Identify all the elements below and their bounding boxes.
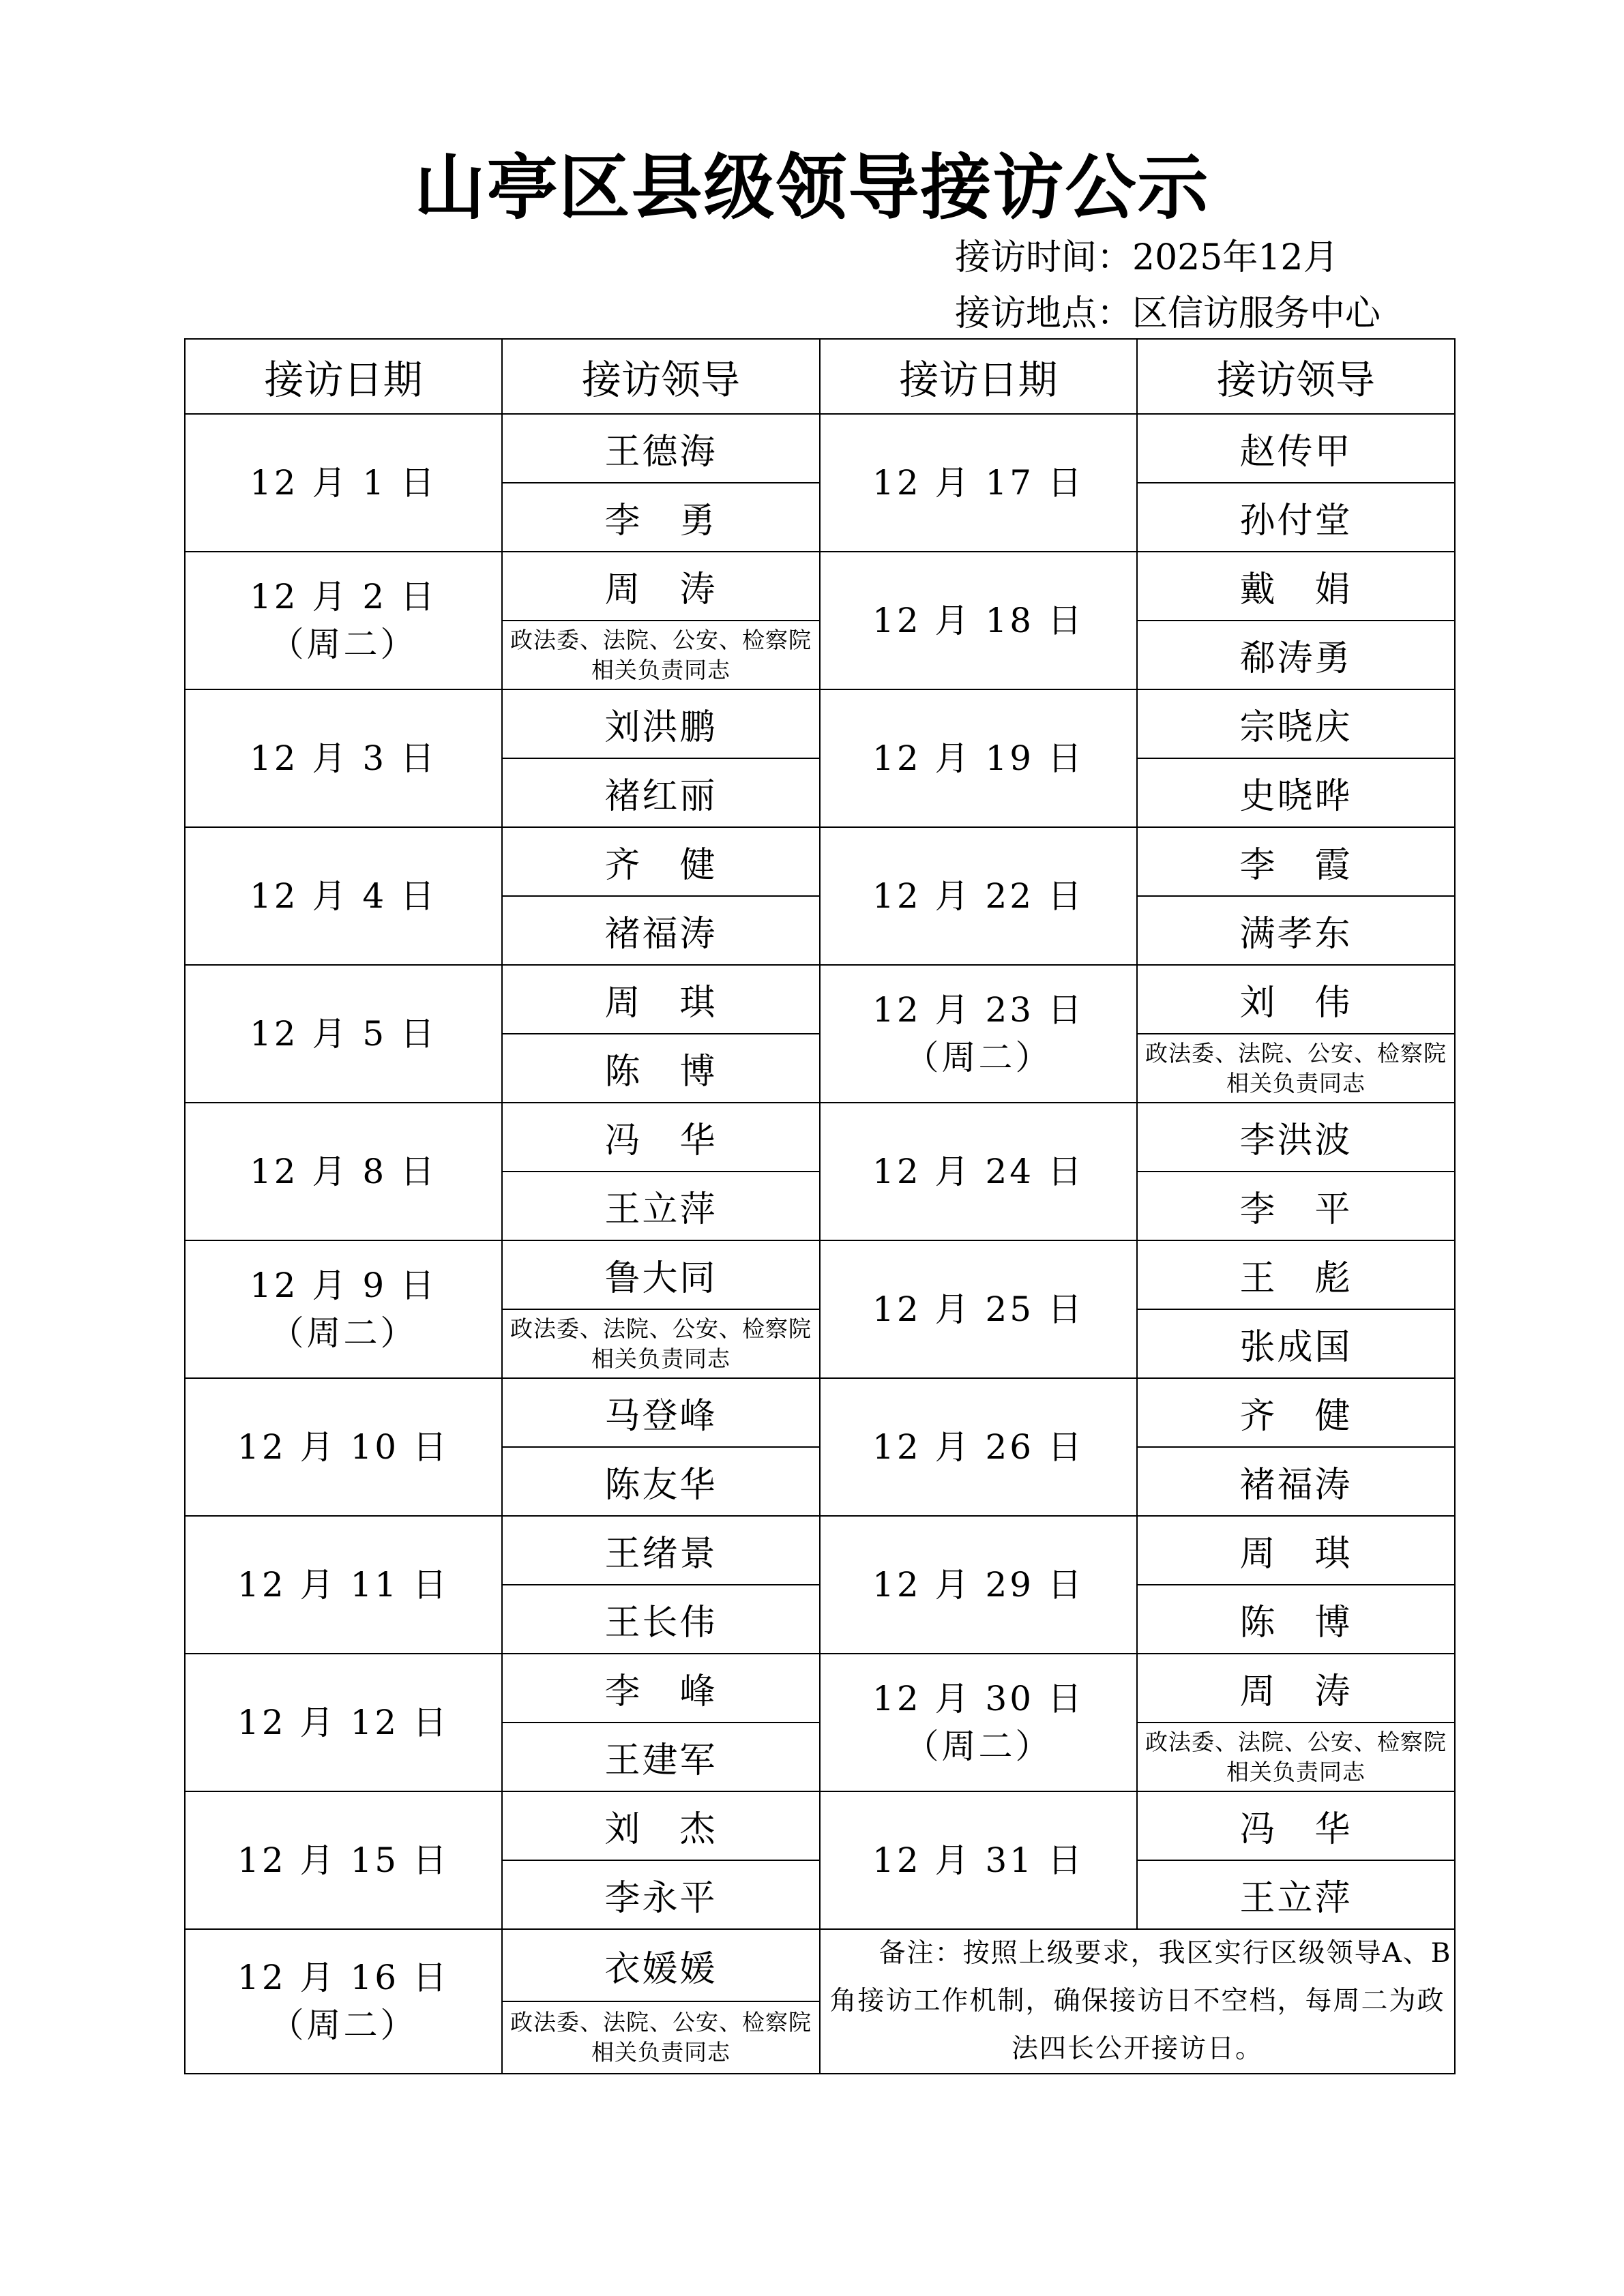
reception-place-value: 区信访服务中心 [1132, 293, 1381, 334]
weekday-text: （周二） [269, 1313, 417, 1353]
date-text: 12 月 18 日 [872, 601, 1084, 640]
date-text: 12 月 3 日 [249, 739, 438, 778]
date-cell-right [820, 552, 1137, 689]
reception-time-label: 接访时间： [955, 237, 1133, 278]
date-text: 12 月 15 日 [237, 1840, 449, 1880]
leader-name-right: 孙付堂 [1137, 483, 1455, 552]
date-cell-right [820, 1791, 1137, 1929]
date-text: 12 月 16 日 [237, 1958, 449, 1997]
table-row [185, 1791, 1455, 1860]
date-text: 12 月 12 日 [237, 1703, 449, 1742]
leader-name-left: 褚福涛 [502, 896, 820, 965]
date-cell-left [185, 1791, 502, 1929]
leader-note-left: 政法委、法院、公安、检察院相关负责同志 [502, 1309, 820, 1378]
leader-name-left: 王立萍 [502, 1172, 820, 1240]
header-date-right: 接访日期 [820, 339, 1137, 414]
date-text: 12 月 4 日 [249, 876, 438, 916]
leader-name-left: 鲁大同 [502, 1240, 820, 1309]
leader-name-right: 王 彪 [1137, 1240, 1455, 1309]
date-text: 12 月 17 日 [872, 463, 1084, 503]
date-text: 12 月 29 日 [872, 1565, 1084, 1605]
header-row [185, 339, 1455, 414]
date-cell-right [820, 414, 1137, 552]
reception-place [955, 290, 1381, 338]
leader-name-right: 李 平 [1137, 1172, 1455, 1240]
date-cell-right [820, 1378, 1137, 1516]
date-text: 12 月 22 日 [872, 876, 1084, 916]
leader-name-right: 宗晓庆 [1137, 689, 1455, 758]
weekday-text: （周二） [904, 1038, 1052, 1077]
date-text: 12 月 30 日 [872, 1679, 1084, 1718]
date-text: 12 月 26 日 [872, 1427, 1084, 1467]
table-row [185, 1929, 1455, 2001]
date-cell-right [820, 1516, 1137, 1654]
leader-name-left: 马登峰 [502, 1378, 820, 1447]
header-leader-right: 接访领导 [1137, 339, 1455, 414]
page-title: 山亭区县级领导接访公示 [414, 146, 1210, 229]
leader-name-left: 李永平 [502, 1860, 820, 1929]
leader-name-right: 史晓晔 [1137, 758, 1455, 827]
reception-time-value: 2025年12月 [1132, 237, 1339, 278]
date-cell-right [820, 1240, 1137, 1378]
leader-name-left: 周 涛 [502, 552, 820, 621]
leader-name-right: 齐 健 [1137, 1378, 1455, 1447]
date-cell-left [185, 689, 502, 827]
date-text: 12 月 24 日 [872, 1152, 1084, 1191]
leader-name-right: 王立萍 [1137, 1860, 1455, 1929]
date-text: 12 月 31 日 [872, 1840, 1084, 1880]
date-text: 12 月 11 日 [237, 1565, 449, 1605]
date-text: 12 月 25 日 [872, 1289, 1084, 1329]
table-row [185, 1654, 1455, 1723]
leader-name-left: 王绪景 [502, 1516, 820, 1585]
leader-name-right: 李 霞 [1137, 827, 1455, 896]
date-cell-left [185, 1516, 502, 1654]
date-cell-right [820, 1103, 1137, 1240]
leader-name-right: 陈 博 [1137, 1585, 1455, 1654]
schedule-table [184, 338, 1456, 2074]
header-date-left: 接访日期 [185, 339, 502, 414]
leader-name-left: 陈友华 [502, 1447, 820, 1516]
leader-note-left: 政法委、法院、公安、检察院相关负责同志 [502, 621, 820, 689]
table-row [185, 827, 1455, 896]
leader-name-right: 张成国 [1137, 1309, 1455, 1378]
weekday-text: （周二） [269, 2006, 417, 2045]
leader-name-left: 周 琪 [502, 965, 820, 1034]
reception-time [955, 234, 1339, 282]
date-text: 12 月 23 日 [872, 990, 1084, 1030]
table-row [185, 965, 1455, 1034]
table-row [185, 1516, 1455, 1585]
weekday-text: （周二） [269, 625, 417, 664]
date-cell-left [185, 1103, 502, 1240]
date-text: 12 月 1 日 [249, 463, 438, 503]
date-cell-left [185, 552, 502, 689]
leader-note-right: 政法委、法院、公安、检察院相关负责同志 [1137, 1723, 1455, 1791]
leader-name-left: 王长伟 [502, 1585, 820, 1654]
leader-name-left: 褚红丽 [502, 758, 820, 827]
header-leader-left: 接访领导 [502, 339, 820, 414]
table-row [185, 1378, 1455, 1447]
leader-name-right: 周 涛 [1137, 1654, 1455, 1723]
date-cell-left [185, 965, 502, 1103]
date-cell-left [185, 827, 502, 965]
leader-name-right: 冯 华 [1137, 1791, 1455, 1860]
leader-name-left: 李 峰 [502, 1654, 820, 1723]
leader-name-left: 李 勇 [502, 483, 820, 552]
leader-name-right: 赵传甲 [1137, 414, 1455, 483]
table-row [185, 414, 1455, 483]
leader-note-right: 政法委、法院、公安、检察院相关负责同志 [1137, 1034, 1455, 1103]
leader-name-left: 齐 健 [502, 827, 820, 896]
date-text: 12 月 10 日 [237, 1427, 449, 1467]
leader-name-left: 王德海 [502, 414, 820, 483]
weekday-text: （周二） [904, 1727, 1052, 1766]
table-row [185, 1103, 1455, 1172]
leader-name-right: 周 琪 [1137, 1516, 1455, 1585]
reception-place-label: 接访地点： [955, 293, 1133, 334]
date-cell-right [820, 1654, 1137, 1791]
date-cell-left [185, 1929, 502, 2074]
leader-name-right: 李洪波 [1137, 1103, 1455, 1172]
leader-name-left: 刘洪鹏 [502, 689, 820, 758]
leader-name-right: 郗涛勇 [1137, 621, 1455, 689]
date-text: 12 月 9 日 [249, 1266, 438, 1305]
leader-name-left: 冯 华 [502, 1103, 820, 1172]
date-cell-right [820, 689, 1137, 827]
date-cell-left [185, 1240, 502, 1378]
leader-name-right: 刘 伟 [1137, 965, 1455, 1034]
date-cell-left [185, 1378, 502, 1516]
date-text: 12 月 8 日 [249, 1152, 438, 1191]
leader-name-left: 王建军 [502, 1723, 820, 1791]
leader-name-left: 衣媛媛 [502, 1929, 820, 2001]
leader-note-left: 政法委、法院、公安、检察院相关负责同志 [502, 2001, 820, 2074]
leader-name-right: 褚福涛 [1137, 1447, 1455, 1516]
date-cell-left [185, 414, 502, 552]
remark-note: 备注：按照上级要求，我区实行区级领导A、B角接访工作机制，确保接访日不空档，每周二为政法四长公开接访日。 [820, 1929, 1455, 2074]
table-row [185, 552, 1455, 621]
date-cell-left [185, 1654, 502, 1791]
schedule-body [185, 414, 1455, 2074]
date-text: 12 月 2 日 [249, 577, 438, 616]
date-cell-right [820, 827, 1137, 965]
date-text: 12 月 5 日 [249, 1014, 438, 1054]
date-cell-right [820, 965, 1137, 1103]
leader-name-right: 满孝东 [1137, 896, 1455, 965]
table-row [185, 689, 1455, 758]
leader-name-left: 刘 杰 [502, 1791, 820, 1860]
date-text: 12 月 19 日 [872, 739, 1084, 778]
leader-name-right: 戴 娟 [1137, 552, 1455, 621]
leader-name-left: 陈 博 [502, 1034, 820, 1103]
table-row [185, 1240, 1455, 1309]
